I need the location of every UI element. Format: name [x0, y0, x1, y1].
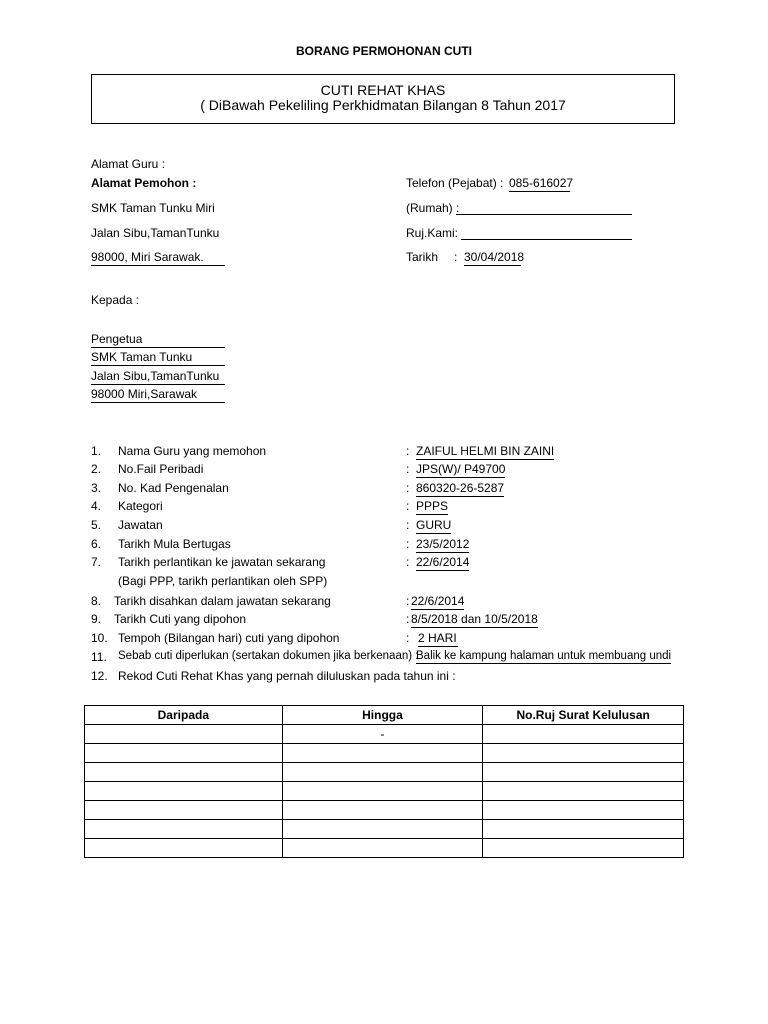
field-separator: : — [406, 631, 410, 645]
field-number: 7. — [91, 555, 102, 569]
table-cell[interactable] — [282, 839, 483, 858]
table-cell[interactable] — [85, 725, 283, 744]
telefon-value: 085-616027 — [509, 176, 574, 190]
ruj-kami-field-line — [461, 239, 632, 240]
field-separator: : — [406, 481, 410, 495]
table-row — [85, 801, 684, 820]
leave-type-title: CUTI REHAT KHAS — [320, 82, 446, 98]
table-cell[interactable] — [483, 725, 684, 744]
kepada-label: Kepada : — [91, 293, 140, 307]
table-row — [85, 782, 684, 801]
field-label: Tarikh Cuti yang dipohon — [114, 612, 247, 626]
field-label: No.Fail Peribadi — [118, 462, 204, 476]
applicant-address-line1: SMK Taman Tunku Miri — [91, 201, 215, 215]
table-row — [85, 744, 684, 763]
rumah-label: (Rumah) : — [406, 201, 460, 215]
applicant-address-line2: Jalan Sibu,TamanTunku — [91, 226, 220, 240]
field-separator: : — [406, 612, 410, 626]
table-cell[interactable] — [483, 763, 684, 782]
field-number: 4. — [91, 499, 102, 513]
field-value: 8/5/2018 dan 10/5/2018 — [411, 612, 538, 626]
table-cell[interactable] — [483, 820, 684, 839]
field-separator: : — [406, 594, 410, 608]
field-separator: : — [406, 499, 410, 513]
table-cell[interactable] — [85, 839, 283, 858]
recipient-line1: Pengetua — [91, 332, 225, 348]
form-title: BORANG PERMOHONAN CUTI — [296, 44, 472, 58]
field-number: 3. — [91, 481, 102, 495]
field-value: Balik ke kampung halaman untuk membuang undi — [416, 650, 672, 662]
field-number: 2. — [91, 462, 102, 476]
column-header-daripada: Daripada — [85, 706, 283, 725]
table-row — [85, 839, 684, 858]
field-label: Nama Guru yang memohon — [118, 444, 267, 458]
field-number: 8. — [91, 594, 102, 608]
column-header-hingga: Hingga — [282, 706, 483, 725]
field-separator: : — [406, 555, 410, 569]
field-label: Tarikh Mula Bertugas — [118, 537, 231, 551]
table-header-row — [85, 706, 684, 725]
table-cell[interactable] — [282, 763, 483, 782]
field-label: Tarikh perlantikan ke jawatan sekarang — [118, 555, 326, 569]
table-cell[interactable] — [282, 782, 483, 801]
field-number: 6. — [91, 537, 102, 551]
field-label: Rekod Cuti Rehat Khas yang pernah diluluskan pada tahun ini : — [118, 669, 456, 683]
table-row — [85, 725, 684, 744]
field-number: 9. — [91, 612, 102, 626]
field-value: ZAIFUL HELMI BIN ZAINI — [416, 444, 555, 458]
table-cell[interactable]: - — [282, 725, 483, 744]
table-cell[interactable] — [282, 820, 483, 839]
field-separator: : — [406, 537, 410, 551]
field-separator: : — [406, 462, 410, 476]
field-separator: : — [406, 444, 410, 458]
leave-type-box — [91, 74, 675, 124]
table-row — [85, 763, 684, 782]
field-label: (Bagi PPP, tarikh perlantikan oleh SPP) — [118, 574, 328, 588]
field-label: Tempoh (Bilangan hari) cuti yang dipohon — [118, 631, 340, 645]
table-cell[interactable] — [85, 801, 283, 820]
telefon-label: Telefon (Pejabat) : — [406, 176, 504, 190]
table-cell[interactable] — [483, 744, 684, 763]
field-value: JPS(W)/ P49700 — [416, 462, 506, 476]
rumah-field-line — [456, 214, 632, 215]
field-value: GURU — [416, 518, 452, 532]
field-value: 22/6/2014 — [416, 555, 470, 569]
field-value: 860320-26-5287 — [416, 481, 505, 495]
tarikh-label: Tarikh — [406, 250, 439, 264]
table-cell[interactable] — [85, 782, 283, 801]
leave-type-reference: ( DiBawah Pekeliling Perkhidmatan Bilangan 8 Tahun 2017 — [200, 97, 566, 113]
field-number: 5. — [91, 518, 102, 532]
field-label: Jawatan — [118, 518, 163, 532]
field-label: Tarikh disahkan dalam jawatan sekarang — [114, 594, 331, 608]
recipient-line2: SMK Taman Tunku — [91, 350, 225, 366]
column-header-no-ruj: No.Ruj Surat Kelulusan — [483, 706, 684, 725]
table-row — [85, 820, 684, 839]
tarikh-separator: : — [454, 250, 458, 264]
leave-record-table — [84, 705, 684, 858]
applicant-address-line3: 98000, Miri Sarawak. — [91, 250, 225, 266]
field-number: 10. — [91, 631, 108, 645]
table-cell[interactable] — [85, 744, 283, 763]
field-label: Kategori — [118, 499, 163, 513]
field-label: Sebab cuti diperlukan (sertakan dokumen jika berkenaan) : — [118, 650, 419, 662]
tarikh-value: 30/04/2018 — [464, 250, 525, 264]
field-number: 12. — [91, 669, 108, 683]
field-separator: : — [406, 518, 410, 532]
field-value: 22/6/2014 — [411, 594, 465, 608]
table-cell[interactable] — [85, 763, 283, 782]
table-cell[interactable] — [483, 782, 684, 801]
table-cell[interactable] — [483, 839, 684, 858]
recipient-line3: Jalan Sibu,TamanTunku — [91, 369, 225, 385]
field-number: 1. — [91, 444, 102, 458]
table-cell[interactable] — [282, 744, 483, 763]
field-value: 2 HARI — [418, 631, 457, 645]
alamat-guru-label: Alamat Guru : — [91, 157, 166, 171]
field-label: No. Kad Pengenalan — [118, 481, 229, 495]
table-cell[interactable] — [282, 801, 483, 820]
ruj-kami-label: Ruj.Kami: — [406, 226, 459, 240]
recipient-line4: 98000 Miri,Sarawak — [91, 387, 225, 403]
table-cell[interactable] — [85, 820, 283, 839]
field-value: PPPS — [416, 499, 449, 513]
field-number: 11. — [91, 650, 107, 664]
table-cell[interactable] — [483, 801, 684, 820]
field-value: 23/5/2012 — [416, 537, 470, 551]
alamat-pemohon-label: Alamat Pemohon : — [91, 176, 197, 190]
